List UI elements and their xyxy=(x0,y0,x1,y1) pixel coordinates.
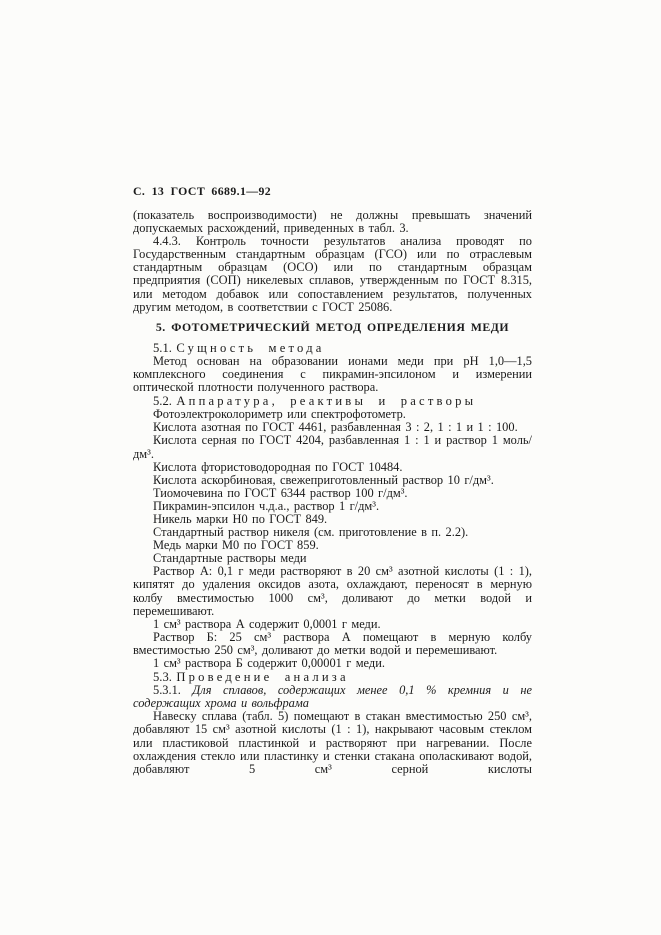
clause-heading xyxy=(133,342,532,355)
paragraph: Стандартные растворы меди xyxy=(153,551,307,566)
clause-italic-text: Для сплавов, содержащих менее 0,1 % кремния и не содержащих хрома и вольфрама xyxy=(133,683,532,711)
clause-number: 5.3.1. xyxy=(153,683,181,698)
paragraph: (показатель воспроизводимости) не должны превышать значений допускаемых расхождений, приведенных в табл. 3. xyxy=(133,208,532,236)
clause-title: Проведение анализа xyxy=(176,670,349,685)
paragraph: 4.4.3. Контроль точности результатов анализа проводят по Государственным стандартным образцам (ГСО) или по отраслевым стандартным образцам (ОСО) или по стандартным образцам предприятия (СОП) никелевых сплавов, утвержденным по ГОСТ 8.315, или методом добавок или сопоставлением результатов, полученных другим методом, в соответствии с ГОСТ 25086. xyxy=(133,234,532,314)
page-header: С. 13 ГОСТ 6689.1—92 xyxy=(133,184,272,198)
paragraph: Пикрамин-эпсилон ч.д.а., раствор 1 г/дм³. xyxy=(153,498,380,513)
paragraph: 1 см³ раствора Б содержит 0,00001 г меди. xyxy=(153,656,385,670)
clause-title: Аппаратура, реактивы и растворы xyxy=(176,394,477,409)
paragraph: Кислота фтористоводородная по ГОСТ 10484. xyxy=(153,459,403,474)
paragraph: Кислота серная по ГОСТ 4204, разбавленная 1 : 1 и раствор 1 моль/дм³. xyxy=(133,433,532,461)
paragraph: Кислота аскорбиновая, свежеприготовленный раствор 10 г/дм³. xyxy=(153,472,494,487)
document-body xyxy=(133,209,532,776)
paragraph: Раствор Б: 25 см³ раствора А помещают в мерную колбу вместимостью 250 см³, доливают до метки водой и перемешивают. xyxy=(133,629,532,657)
paragraph: Медь марки М0 по ГОСТ 859. xyxy=(153,538,319,553)
clause-number: 5.2. xyxy=(153,394,172,409)
paragraph: Навеску сплава (табл. 5) помещают в стакан вместимостью 250 см³, добавляют 15 см³ азотной кислоты (1 : 1), накрывают часовым стеклом или пластиковой пластинкой и растворяют при нагревании. После охлаждения стекло или пластинку и стенки стакана ополаскивают водой, добавляют 5 см³ серной кислоты xyxy=(133,709,532,776)
clause-title: Сущность метода xyxy=(176,340,325,355)
paragraph: Раствор А: 0,1 г меди растворяют в 20 см³ азотной кислоты (1 : 1), кипятят до удаления оксидов азота, охлаждают, переносят в мерную колбу вместимостью 1000 см³, доливают до метки водой и перемешивают. xyxy=(133,564,532,618)
paragraph: Тиомочевина по ГОСТ 6344 раствор 100 г/дм³. xyxy=(153,485,408,500)
paragraph: Стандартный раствор никеля (см. приготовление в п. 2.2). xyxy=(153,525,469,540)
paragraph: Кислота азотная по ГОСТ 4461, разбавленная 3 : 2, 1 : 1 и 1 : 100. xyxy=(153,420,518,435)
paragraph: Никель марки Н0 по ГОСТ 849. xyxy=(153,511,328,526)
text-column xyxy=(133,184,532,776)
section-heading: 5. ФОТОМЕТРИЧЕСКИЙ МЕТОД ОПРЕДЕЛЕНИЯ МЕДИ xyxy=(155,319,510,334)
paragraph: Метод основан на образовании ионами меди при pH 1,0—1,5 комплексного соединения с пикрамин-эпсилоном и измерении оптической плотности полученного раствора. xyxy=(133,353,532,395)
clause-number: 5.3. xyxy=(153,670,172,685)
paragraph: 1 см³ раствора А содержит 0,0001 г меди. xyxy=(153,616,381,631)
paragraph: Фотоэлектроколориметр или спектрофотометр. xyxy=(153,407,406,422)
clause-italic-heading xyxy=(133,684,532,710)
clause-number: 5.1. xyxy=(153,340,172,355)
